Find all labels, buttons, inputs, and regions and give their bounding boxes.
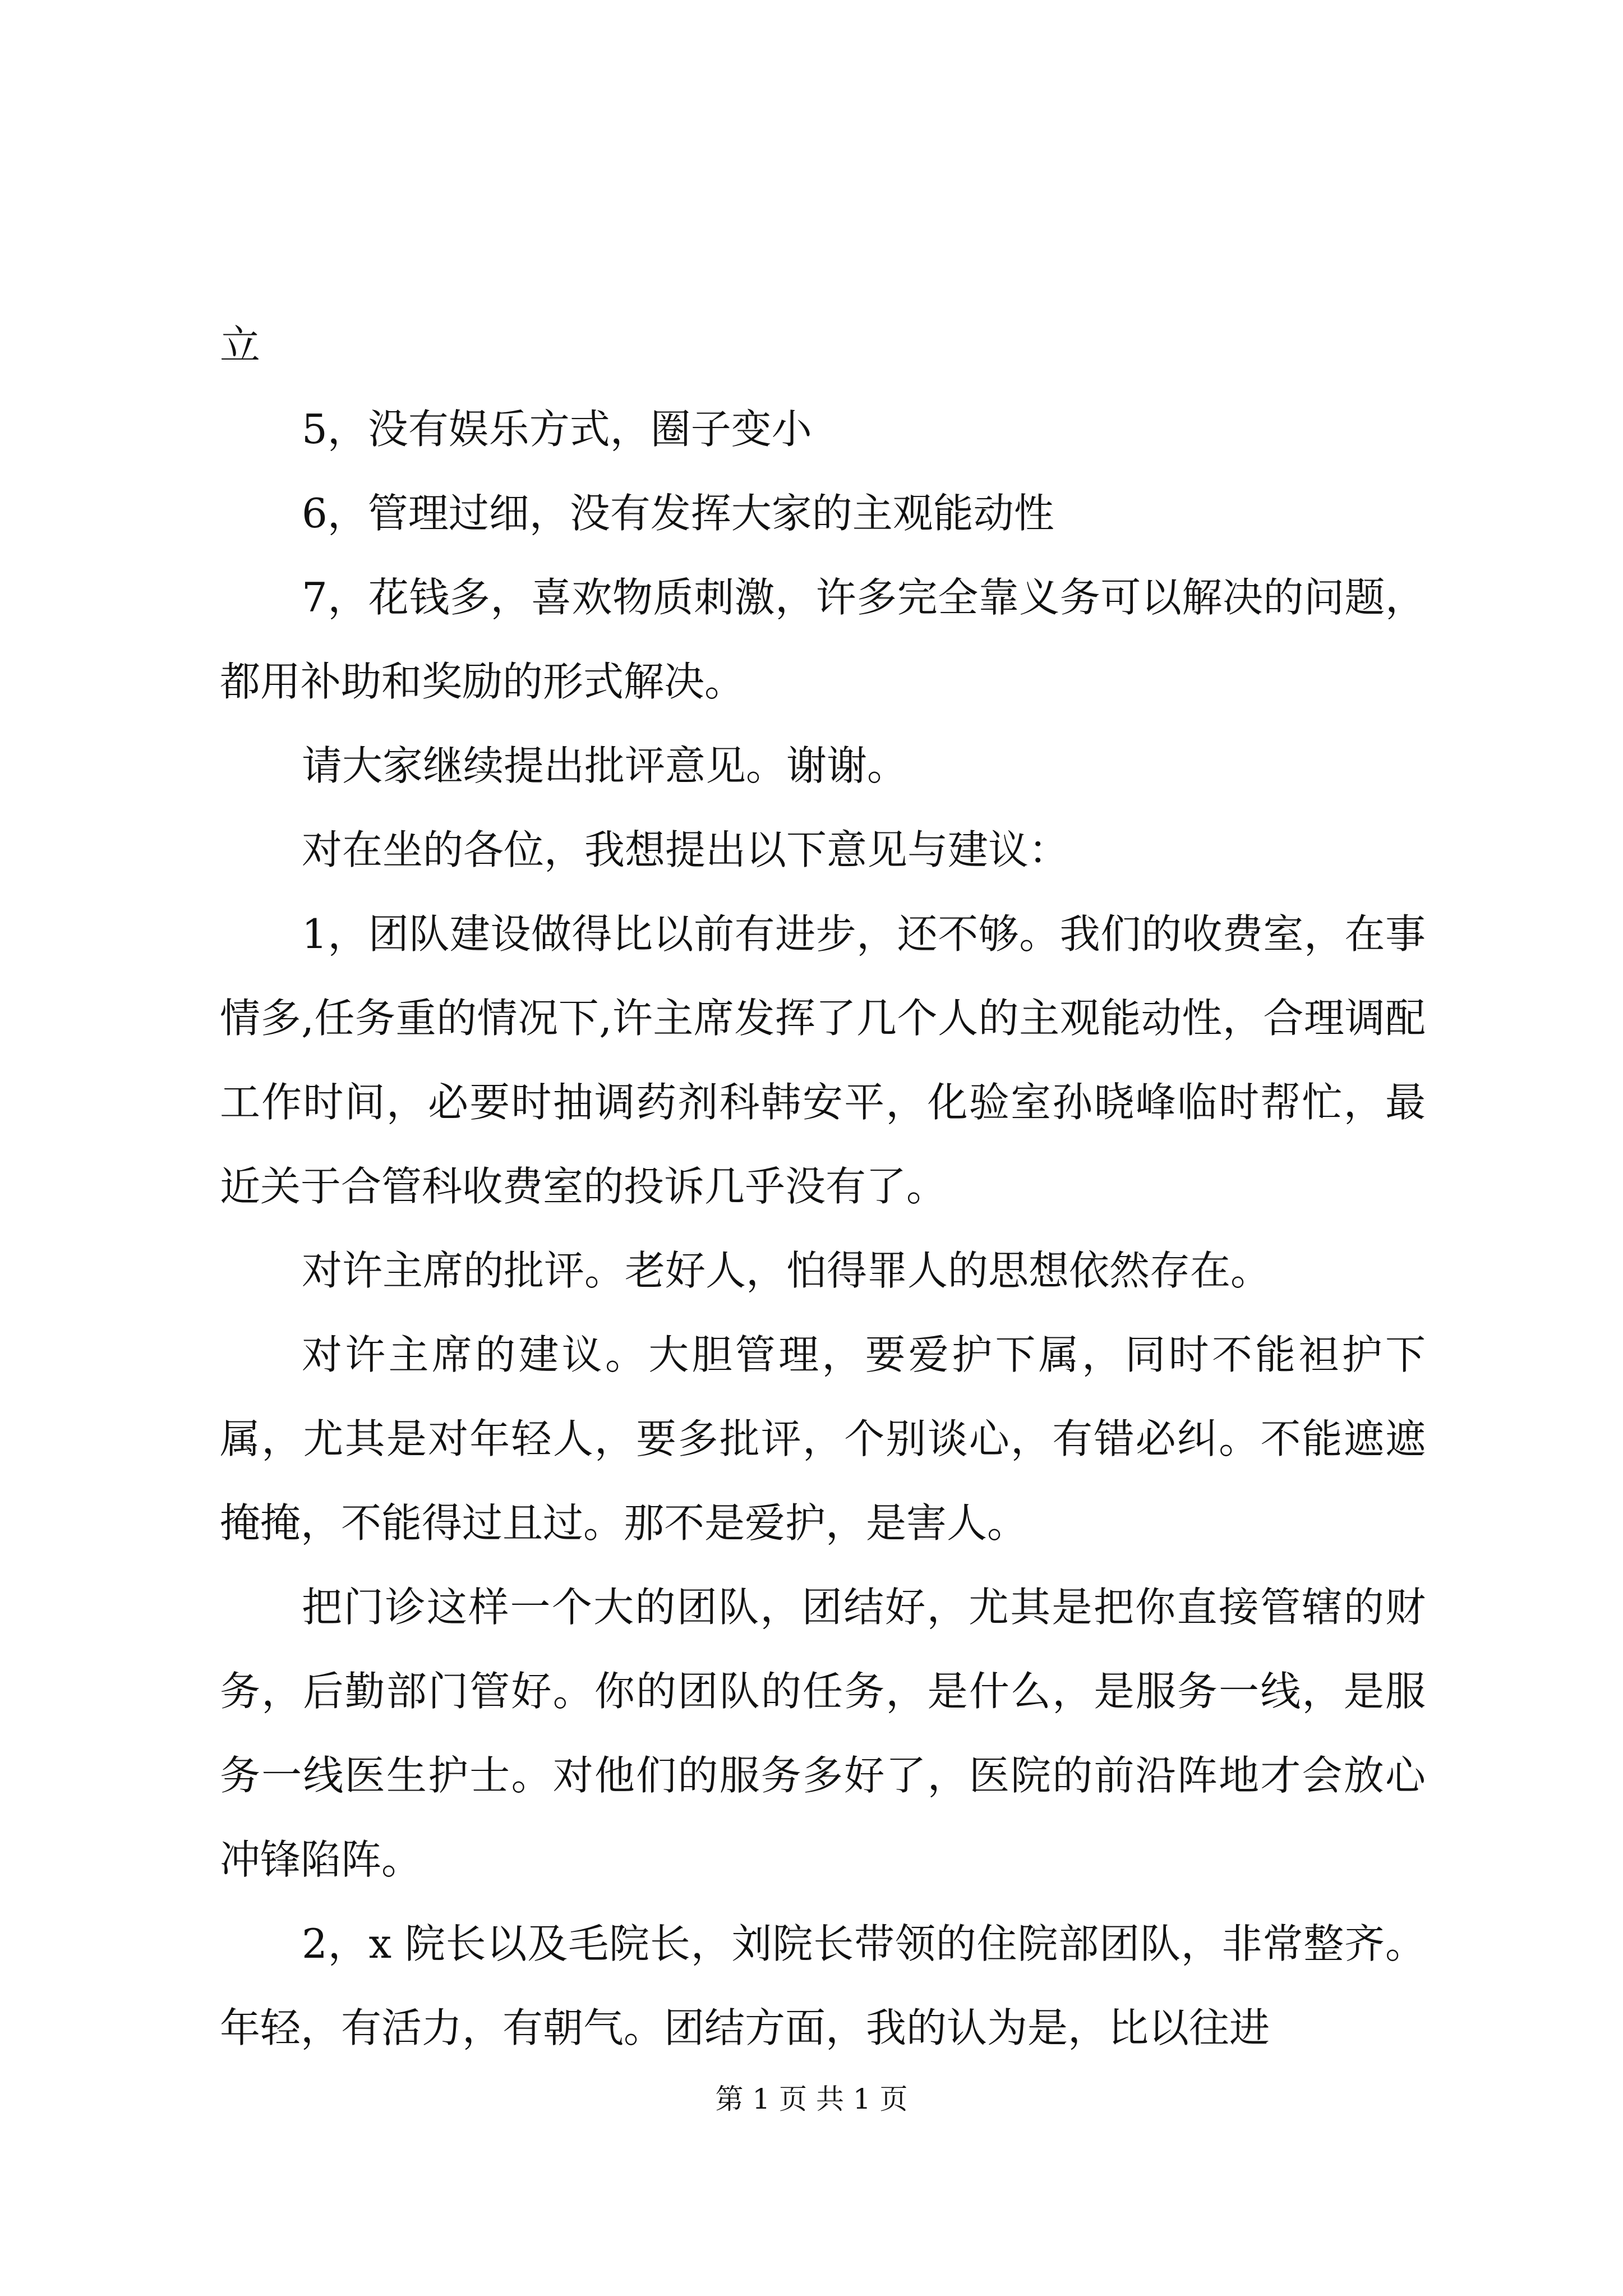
paragraph-item-7: 7，花钱多，喜欢物质刺激，许多完全靠义务可以解决的问题，都用补助和奖励的形式解决。	[220, 574, 1426, 705]
paragraph-item-5: 5，没有娱乐方式，圈子变小	[302, 406, 812, 453]
paragraph-team-building: 1，团队建设做得比以前有进步，还不够。我们的收费室，在事情多,任务重的情况下,许主席发挥了几个人的主观能动性，合理调配工作时间，必要时抽调药剂科韩安平，化验室孙晓峰临时帮忙，最近关于合管科收费室的投诉几乎没有了。	[220, 910, 1426, 1210]
document-body	[220, 303, 1426, 2070]
paragraph-criticism-xu: 对许主席的批评。老好人，怕得罪人的思想依然存在。	[302, 1247, 1271, 1294]
paragraph-request-criticism: 请大家继续提出批评意见。谢谢。	[302, 742, 908, 789]
paragraph-suggestions-intro: 对在坐的各位，我想提出以下意见与建议：	[302, 826, 1069, 873]
paragraph-inpatient-team: 2，x 院长以及毛院长，刘院长带领的住院部团队，非常整齐。年轻，有活力，有朝气。团结方面，我的认为是，比以往进	[220, 1920, 1426, 2051]
paragraph-outpatient-team: 把门诊这样一个大的团队，团结好，尤其是把你直接管辖的财务，后勤部门管好。你的团队的任务，是什么，是服务一线，是服务一线医生护士。对他们的服务多好了，医院的前沿阵地才会放心冲锋陷阵。	[220, 1584, 1426, 1883]
paragraph-item-6: 6，管理过细，没有发挥大家的主观能动性	[302, 490, 1054, 537]
page-footer: 第 1 页 共 1 页	[715, 2083, 908, 2115]
paragraph-suggestion-xu: 对许主席的建议。大胆管理，要爱护下属，同时不能袒护下属，尤其是对年轻人，要多批评，个别谈心，有错必纠。不能遮遮掩掩，不能得过且过。那不是爱护，是害人。	[220, 1331, 1426, 1547]
paragraph-fragment: 立	[220, 321, 261, 369]
